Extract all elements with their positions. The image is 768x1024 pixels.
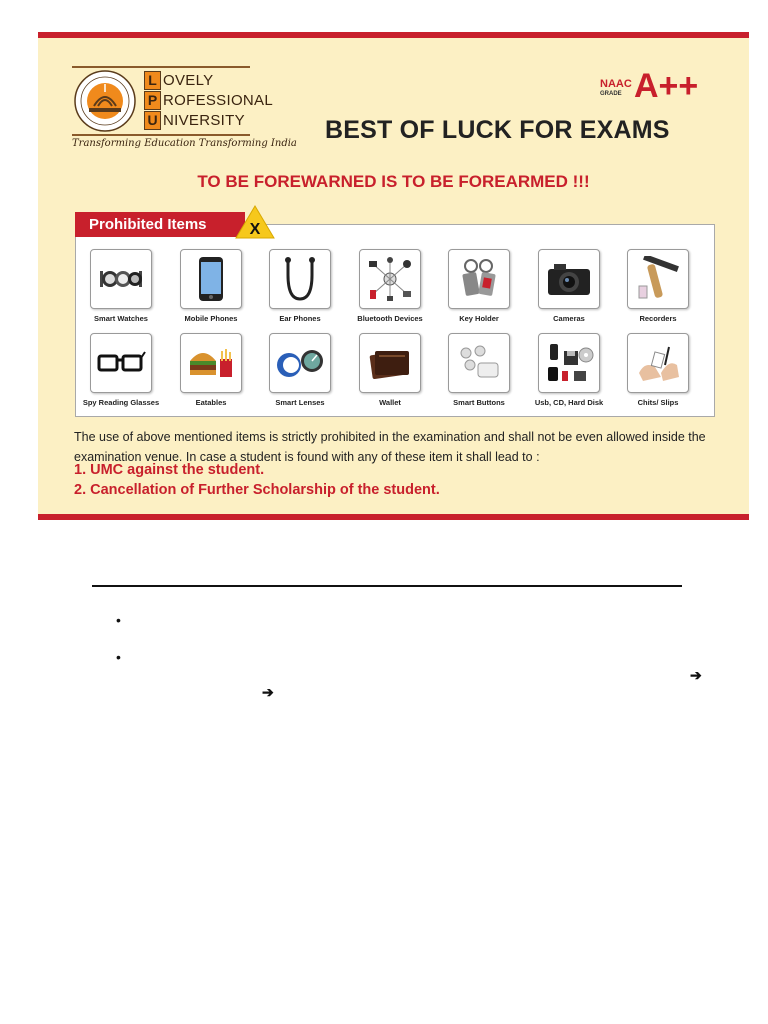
- smart-watch-icon: [90, 249, 152, 309]
- lpu-initial: L: [144, 71, 161, 90]
- item-label: Bluetooth Devices: [357, 314, 423, 323]
- prohibited-items-panel: [75, 224, 715, 417]
- naac-label: NAAC: [600, 78, 632, 90]
- warning-x-icon: [235, 205, 275, 239]
- list-item: [345, 333, 435, 407]
- warning-badge-text: X: [249, 221, 261, 238]
- smart-buttons-icon: [448, 333, 510, 393]
- bluetooth-devices-icon: [359, 249, 421, 309]
- logo-rule: [72, 134, 250, 136]
- list-item: [613, 333, 703, 407]
- eatables-icon: [180, 333, 242, 393]
- item-label: Recorders: [639, 314, 677, 323]
- horizontal-divider: [92, 585, 682, 587]
- lpu-initial: P: [144, 91, 161, 110]
- mobile-phone-icon: [180, 249, 242, 309]
- item-label: Mobile Phones: [184, 314, 238, 323]
- item-label: Smart Buttons: [453, 398, 505, 407]
- storage-media-icon: [538, 333, 600, 393]
- bullet-icon: •: [116, 649, 121, 665]
- lpu-word: ROFESSIONAL: [163, 91, 273, 109]
- page-title: BEST OF LUCK FOR EXAMS: [325, 116, 670, 144]
- smart-lens-icon: [269, 333, 331, 393]
- naac-grade-value: A++: [634, 67, 699, 105]
- item-label: Usb, CD, Hard Disk: [534, 398, 604, 407]
- item-label: Cameras: [553, 314, 585, 323]
- item-label: Spy Reading Glasses: [82, 398, 160, 407]
- chits-icon: [627, 333, 689, 393]
- warning-tagline: TO BE FOREWARNED IS TO BE FOREARMED !!!: [197, 172, 590, 191]
- lpu-line-professional: [144, 90, 273, 110]
- lpu-line-lovely: [144, 70, 273, 90]
- list-item: [613, 249, 703, 323]
- key-holder-icon: [448, 249, 510, 309]
- bullet-icon: •: [116, 612, 121, 628]
- item-label: Wallet: [379, 398, 401, 407]
- list-item: [255, 333, 345, 407]
- lpu-line-university: [144, 110, 273, 130]
- consequence-item: 2. Cancellation of Further Scholarship of the student.: [74, 482, 440, 498]
- logo-rule: [72, 66, 250, 68]
- recorder-icon: [627, 249, 689, 309]
- list-item: [76, 333, 166, 407]
- wallet-icon: [359, 333, 421, 393]
- item-label: Chits/ Slips: [637, 398, 679, 407]
- naac-grade-badge: [600, 68, 718, 108]
- prohibited-items-title: Prohibited Items: [75, 212, 245, 237]
- list-item: [166, 249, 256, 323]
- list-item: [524, 249, 614, 323]
- lpu-logo: [72, 66, 297, 156]
- item-label: Key Holder: [459, 314, 499, 323]
- university-seal-icon: [74, 70, 136, 132]
- list-item: [166, 333, 256, 407]
- notice-text: The use of above mentioned items is strictly prohibited in the examination and shall not be even allowed inside the examination venue. In case a student is found with any of these item it shall lead to :: [74, 430, 706, 464]
- consequence-item: 1. UMC against the student.: [74, 462, 265, 478]
- arrow-right-icon: ➔: [690, 667, 702, 683]
- list-item: [76, 249, 166, 323]
- list-item: [434, 249, 524, 323]
- arrow-right-icon: ➔: [262, 684, 274, 700]
- lpu-word: OVELY: [163, 71, 214, 89]
- lpu-word: NIVERSITY: [163, 111, 245, 129]
- exam-notice-banner: [38, 32, 749, 520]
- list-item: [434, 333, 524, 407]
- list-item: [345, 249, 435, 323]
- naac-grade-label: GRADE: [600, 91, 622, 97]
- item-label: Smart Watches: [94, 314, 148, 323]
- list-item: [255, 249, 345, 323]
- camera-icon: [538, 249, 600, 309]
- item-label: Smart Lenses: [275, 398, 325, 407]
- lpu-wordmark: [144, 70, 273, 130]
- glasses-icon: [90, 333, 152, 393]
- item-label: Eatables: [195, 398, 227, 407]
- earphones-icon: [269, 249, 331, 309]
- logo-tagline: Transforming Education Transforming India: [72, 138, 297, 149]
- list-item: [524, 333, 614, 407]
- lpu-initial: U: [144, 111, 161, 130]
- item-label: Ear Phones: [279, 314, 321, 323]
